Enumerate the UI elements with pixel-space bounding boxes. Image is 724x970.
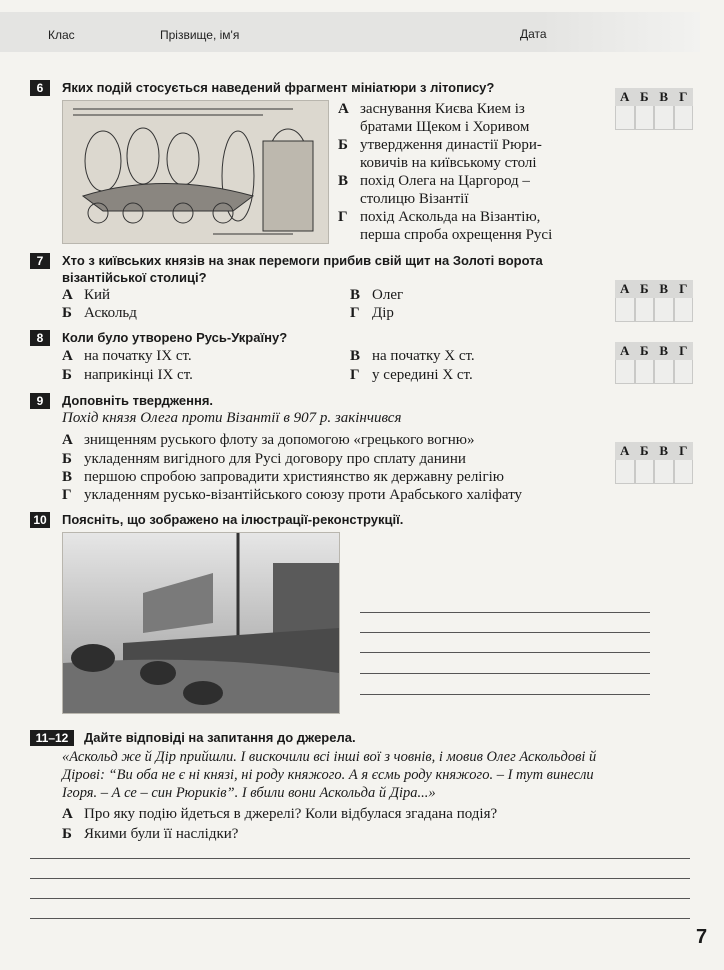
q6-option-a bbox=[338, 100, 529, 136]
option-letter: В bbox=[338, 173, 349, 189]
option-text: братами Щеком і Хоривом bbox=[360, 119, 530, 135]
option-letter: А bbox=[62, 806, 73, 822]
date-label: Дата bbox=[520, 27, 547, 41]
answer-cell[interactable] bbox=[674, 298, 694, 322]
grid-letter: В bbox=[659, 443, 669, 458]
answer-line[interactable] bbox=[30, 918, 690, 919]
quote-line: Ігоря. – А се – син Рюриків”. І вбили вони Аскольда й Діра...» bbox=[62, 785, 436, 801]
option-letter: Г bbox=[62, 487, 72, 503]
option-text: Про яку подію йдеться в джерелі? Коли відбулася згадана подія? bbox=[84, 806, 498, 822]
question-text: Коли було утворено Русь-Україну? bbox=[62, 330, 288, 345]
answer-cell[interactable] bbox=[635, 460, 655, 484]
answer-grid-q8[interactable] bbox=[615, 342, 693, 384]
q8-option-b bbox=[62, 366, 193, 384]
grid-letter: А bbox=[620, 281, 630, 296]
grid-letter: Б bbox=[639, 343, 649, 358]
q8-option-d bbox=[350, 366, 473, 384]
q7-option-c bbox=[350, 286, 403, 304]
option-text: наприкінці ІХ ст. bbox=[84, 367, 193, 383]
option-letter: В bbox=[350, 348, 361, 364]
grid-letter: Г bbox=[679, 89, 688, 104]
q9-statement: Похід князя Олега проти Візантії в 907 р. закінчився bbox=[62, 410, 402, 426]
grid-letter: В bbox=[659, 281, 669, 296]
q8-option-a bbox=[62, 347, 192, 365]
option-text: на початку ІХ ст. bbox=[84, 348, 192, 364]
option-text: Кий bbox=[84, 287, 111, 303]
question-number: 11–12 bbox=[30, 730, 74, 746]
option-text: Дір bbox=[372, 305, 394, 321]
chronicle-miniature-image bbox=[62, 100, 329, 244]
option-text: на початку Х ст. bbox=[372, 348, 475, 364]
answer-line[interactable] bbox=[360, 673, 650, 674]
option-letter: Б bbox=[62, 305, 72, 321]
question-text: Дайте відповіді на запитання до джерела. bbox=[84, 730, 356, 745]
question-number: 9 bbox=[30, 393, 50, 409]
answer-line[interactable] bbox=[360, 652, 650, 653]
option-text: перша спроба охрещення Русі bbox=[360, 227, 553, 243]
option-text: першою спробою запровадити християнство як державну релігію bbox=[84, 469, 504, 485]
answer-line[interactable] bbox=[30, 878, 690, 879]
option-letter: Б bbox=[62, 826, 72, 842]
answer-cell[interactable] bbox=[615, 360, 635, 384]
option-letter: Б bbox=[62, 367, 72, 383]
grid-letter: Г bbox=[679, 443, 688, 458]
reconstruction-illustration bbox=[62, 532, 340, 714]
answer-grid-q6[interactable] bbox=[615, 88, 693, 130]
header-band bbox=[0, 12, 700, 52]
source-quote bbox=[62, 748, 596, 802]
question-text: Хто з київських князів на знак перемоги прибив свій щит на Золоті ворота bbox=[62, 253, 543, 268]
grid-letter: А bbox=[620, 443, 630, 458]
answer-cell[interactable] bbox=[635, 360, 655, 384]
q7-option-d bbox=[350, 304, 394, 322]
answer-cell[interactable] bbox=[654, 360, 674, 384]
option-letter: В bbox=[62, 469, 73, 485]
answer-cell[interactable] bbox=[654, 298, 674, 322]
answer-grid-q7[interactable] bbox=[615, 280, 693, 322]
option-letter: А bbox=[62, 348, 73, 364]
answer-line[interactable] bbox=[360, 612, 650, 613]
option-text: знищенням руського флоту за допомогою «грецького вогню» bbox=[84, 432, 475, 448]
option-letter: Г bbox=[338, 209, 348, 225]
question-number: 10 bbox=[30, 512, 50, 528]
q7-option-a bbox=[62, 286, 110, 304]
grid-letter: Б bbox=[639, 443, 649, 458]
quote-line: «Аскольд же й Дір прийшли. І вискочили всі інші вої з човнів, і мовив Олег Аскольдові й bbox=[62, 749, 597, 765]
option-text: утвердження династії Рюри- bbox=[360, 137, 542, 153]
option-letter: В bbox=[350, 287, 361, 303]
answer-line[interactable] bbox=[30, 858, 690, 859]
q6-option-c bbox=[338, 172, 530, 208]
question-text: візантійської столиці? bbox=[62, 270, 207, 285]
grid-letter: Б bbox=[639, 281, 649, 296]
answer-cell[interactable] bbox=[674, 106, 694, 130]
question-text: Поясніть, що зображено на ілюстрації-реконструкції. bbox=[62, 512, 404, 527]
class-label: Клас bbox=[48, 28, 75, 42]
question-text: Доповніть твердження. bbox=[62, 393, 214, 408]
page-number: 7 bbox=[696, 926, 708, 948]
option-text: укладенням русько-візантійського союзу проти Арабського халіфату bbox=[84, 487, 523, 503]
grid-letter: А bbox=[620, 343, 630, 358]
q9-option-d bbox=[62, 486, 522, 504]
answer-cell[interactable] bbox=[635, 298, 655, 322]
q6-option-b bbox=[338, 136, 542, 172]
answer-grid-q9[interactable] bbox=[615, 442, 693, 484]
q1112-question-a bbox=[62, 805, 497, 823]
grid-letter: Б bbox=[639, 89, 649, 104]
q1112-question-b bbox=[62, 825, 238, 843]
answer-line[interactable] bbox=[360, 694, 650, 695]
answer-cell[interactable] bbox=[635, 106, 655, 130]
option-letter: А bbox=[62, 432, 73, 448]
option-text: похід Олега на Царгород – bbox=[360, 173, 530, 189]
option-text: Аскольд bbox=[84, 305, 137, 321]
grid-letter: А bbox=[620, 89, 630, 104]
option-letter: Б bbox=[338, 137, 348, 153]
q6-option-d bbox=[338, 208, 552, 244]
q9-option-b bbox=[62, 450, 466, 468]
option-letter: Г bbox=[350, 305, 360, 321]
q9-option-c bbox=[62, 468, 504, 486]
q7-option-b bbox=[62, 304, 137, 322]
answer-cell[interactable] bbox=[674, 460, 694, 484]
option-text: укладенням вигідного для Русі договору про сплату данини bbox=[84, 451, 466, 467]
answer-cell[interactable] bbox=[615, 106, 635, 130]
option-letter: А bbox=[338, 101, 349, 117]
grid-letter: В bbox=[659, 343, 669, 358]
option-text: Олег bbox=[372, 287, 404, 303]
question-number: 8 bbox=[30, 330, 50, 346]
question-text: Яких подій стосується наведений фрагмент мініатюри з літопису? bbox=[62, 80, 495, 95]
answer-cell[interactable] bbox=[654, 106, 674, 130]
q9-option-a bbox=[62, 431, 475, 449]
option-letter: А bbox=[62, 287, 73, 303]
answer-line[interactable] bbox=[360, 632, 650, 633]
answer-line[interactable] bbox=[30, 898, 690, 899]
grid-letter: Г bbox=[679, 281, 688, 296]
option-text: ковичів на київському столі bbox=[360, 155, 537, 171]
name-label: Прізвище, ім'я bbox=[160, 28, 240, 42]
answer-cell[interactable] bbox=[674, 360, 694, 384]
option-text: столицю Візантії bbox=[360, 191, 469, 207]
option-text: похід Аскольда на Візантію, bbox=[360, 209, 541, 225]
answer-cell[interactable] bbox=[615, 460, 635, 484]
answer-cell[interactable] bbox=[615, 298, 635, 322]
question-number: 7 bbox=[30, 253, 50, 269]
grid-letter: Г bbox=[679, 343, 688, 358]
option-text: у середині Х ст. bbox=[372, 367, 473, 383]
option-text: заснування Києва Кием із bbox=[360, 101, 525, 117]
option-letter: Б bbox=[62, 451, 72, 467]
question-number: 6 bbox=[30, 80, 50, 96]
answer-cell[interactable] bbox=[654, 460, 674, 484]
q8-option-c bbox=[350, 347, 475, 365]
grid-letter: В bbox=[659, 89, 669, 104]
option-letter: Г bbox=[350, 367, 360, 383]
option-text: Якими були її наслідки? bbox=[84, 826, 239, 842]
quote-line: Дірові: “Ви оба не є ні князі, ні роду княжого. А я єсмь роду княжого. – І тут винесли bbox=[62, 767, 594, 783]
